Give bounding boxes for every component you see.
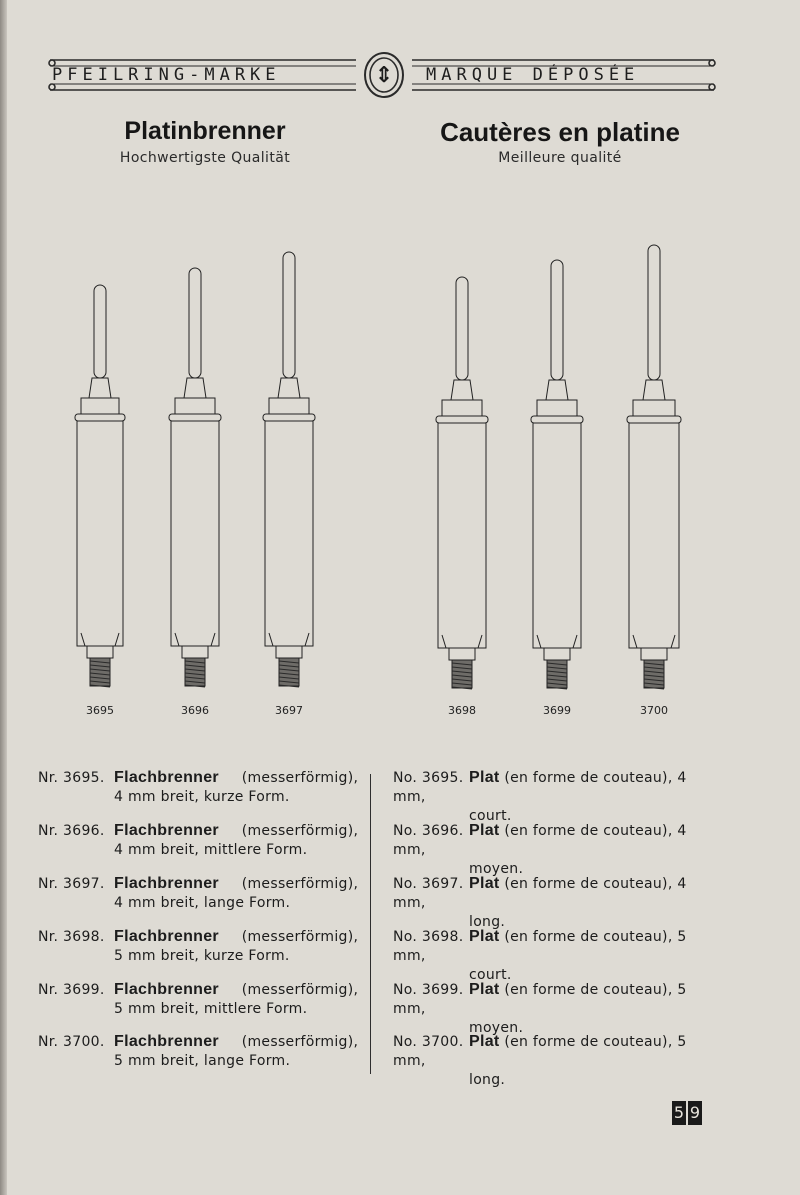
entry-number: No. 3697. bbox=[393, 876, 464, 892]
entry-fr bbox=[393, 874, 723, 932]
entry-description: (messerförmig), bbox=[241, 982, 359, 998]
entry-keyword: Flachbrenner bbox=[114, 1033, 219, 1050]
entry-description: (messerförmig), bbox=[241, 1034, 359, 1050]
cautery-drawing bbox=[619, 230, 689, 700]
cautery-drawing bbox=[427, 230, 497, 700]
cautery-illustrations bbox=[0, 230, 800, 730]
illustration-number-label: 3700 bbox=[640, 704, 668, 717]
arrow-ring-emblem-icon: ⇕ bbox=[374, 63, 394, 88]
entry-description: (messerförmig), bbox=[241, 929, 359, 945]
entry-number: Nr. 3696. bbox=[38, 823, 105, 839]
entry-number: Nr. 3700. bbox=[38, 1034, 105, 1050]
trademark-banner bbox=[46, 52, 720, 98]
entry-keyword: Flachbrenner bbox=[114, 928, 219, 945]
column-divider bbox=[370, 774, 371, 1074]
page-number bbox=[672, 1101, 702, 1125]
cautery-drawing bbox=[65, 230, 135, 700]
entry-keyword: Plat bbox=[469, 981, 500, 998]
entry-de bbox=[38, 768, 368, 807]
entry-fr bbox=[393, 927, 723, 985]
entry-description: (messerförmig), bbox=[241, 876, 359, 892]
entry-de bbox=[38, 874, 368, 913]
entry-description: (en forme de couteau), 5 mm, bbox=[393, 1034, 687, 1069]
entry-detail: moyen. bbox=[469, 861, 524, 877]
illustration-number-label: 3695 bbox=[86, 704, 114, 717]
entry-de bbox=[38, 821, 368, 860]
banner-left-text: PFEILRING-MARKE bbox=[52, 65, 281, 85]
cautery-drawing bbox=[522, 230, 592, 700]
illustration-number-label: 3698 bbox=[448, 704, 476, 717]
entry-description: (en forme de couteau), 4 mm, bbox=[393, 770, 687, 805]
entry-keyword: Plat bbox=[469, 769, 500, 786]
entry-description: (en forme de couteau), 4 mm, bbox=[393, 876, 687, 911]
title-german: Platinbrenner bbox=[124, 117, 286, 145]
cautery-drawing bbox=[160, 230, 230, 700]
entry-de bbox=[38, 1032, 368, 1071]
entry-number: Nr. 3699. bbox=[38, 982, 105, 998]
subtitle-german: Hochwertigste Qualität bbox=[119, 150, 291, 166]
entry-number: Nr. 3697. bbox=[38, 876, 105, 892]
subtitle-french: Meilleure qualité bbox=[498, 150, 622, 166]
entry-keyword: Plat bbox=[469, 875, 500, 892]
entry-fr bbox=[393, 1032, 723, 1090]
entry-number: Nr. 3698. bbox=[38, 929, 105, 945]
entry-keyword: Plat bbox=[469, 928, 500, 945]
entry-number: No. 3698. bbox=[393, 929, 464, 945]
entry-keyword: Flachbrenner bbox=[114, 981, 219, 998]
entry-number: No. 3695. bbox=[393, 770, 464, 786]
entry-de bbox=[38, 927, 368, 966]
entry-detail: 4 mm breit, kurze Form. bbox=[114, 789, 290, 805]
banner-right-text: MARQUE DÉPOSÉE bbox=[426, 65, 640, 85]
product-listing bbox=[0, 764, 800, 1088]
illustration-number-label: 3697 bbox=[275, 704, 303, 717]
entry-detail: court. bbox=[469, 967, 512, 983]
entry-description: (messerförmig), bbox=[241, 770, 359, 786]
entry-number: No. 3699. bbox=[393, 982, 464, 998]
entry-de bbox=[38, 980, 368, 1019]
entry-number: No. 3700. bbox=[393, 1034, 464, 1050]
entry-fr bbox=[393, 821, 723, 879]
page-number-digit: 5 bbox=[672, 1101, 686, 1125]
entry-keyword: Plat bbox=[469, 822, 500, 839]
illustration-number-label: 3696 bbox=[181, 704, 209, 717]
entry-fr bbox=[393, 980, 723, 1038]
entry-description: (en forme de couteau), 5 mm, bbox=[393, 982, 687, 1017]
entry-detail: 4 mm breit, mittlere Form. bbox=[114, 842, 308, 858]
entry-description: (messerförmig), bbox=[241, 823, 359, 839]
entry-fr bbox=[393, 768, 723, 826]
entry-detail: long. bbox=[469, 914, 506, 930]
entry-detail: 5 mm breit, mittlere Form. bbox=[114, 1001, 308, 1017]
entry-keyword: Flachbrenner bbox=[114, 822, 219, 839]
entry-detail: 5 mm breit, kurze Form. bbox=[114, 948, 290, 964]
entry-detail: court. bbox=[469, 808, 512, 824]
entry-detail: moyen. bbox=[469, 1020, 524, 1036]
entry-detail: 4 mm breit, lange Form. bbox=[114, 895, 291, 911]
entry-number: Nr. 3695. bbox=[38, 770, 105, 786]
title-french: Cautères en platine bbox=[440, 117, 680, 147]
entry-description: (en forme de couteau), 5 mm, bbox=[393, 929, 687, 964]
entry-keyword: Plat bbox=[469, 1033, 500, 1050]
illustration-number-label: 3699 bbox=[543, 704, 571, 717]
entry-keyword: Flachbrenner bbox=[114, 875, 219, 892]
page-number-digit: 9 bbox=[688, 1101, 702, 1125]
entry-number: No. 3696. bbox=[393, 823, 464, 839]
entry-keyword: Flachbrenner bbox=[114, 769, 219, 786]
entry-detail: 5 mm breit, lange Form. bbox=[114, 1053, 291, 1069]
cautery-drawing bbox=[254, 230, 324, 700]
entry-detail: long. bbox=[469, 1072, 506, 1088]
entry-description: (en forme de couteau), 4 mm, bbox=[393, 823, 687, 858]
